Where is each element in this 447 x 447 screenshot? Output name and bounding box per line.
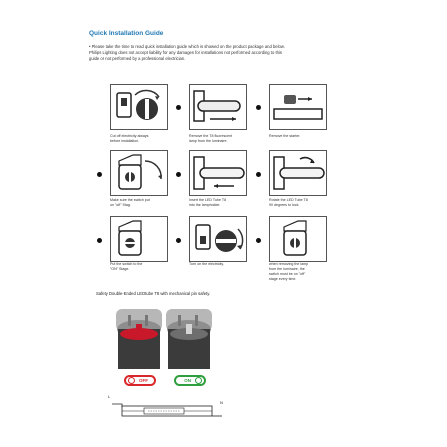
step-separator-dot [97, 172, 102, 177]
step-separator-dot [176, 238, 181, 243]
step-8-caption: Turn on the electricity. [189, 262, 224, 266]
step-9-caption: when removing the lamp from the luminaire, the switch must be on "off" stage every time. [269, 262, 309, 281]
step-3-caption: Remove the starter. [269, 134, 301, 138]
step-separator-dot [256, 238, 261, 243]
intro-line: Philips Lighting does not accept liability for any damages for installations not performed according to this [89, 50, 282, 55]
neutral-label: N [220, 400, 223, 405]
intro-text [89, 44, 385, 62]
fluorescent-tube-icon [198, 101, 240, 111]
step-4-caption: Make sure the switch put on "off" Stag. [110, 198, 150, 207]
on-indicator: ON [174, 375, 206, 386]
step-8-illustration [189, 216, 247, 262]
tube-end-photo-on [166, 309, 212, 371]
toggle-knob-icon [128, 377, 135, 384]
step-7-caption: Put the switch to the "ON" Stage. [110, 262, 143, 271]
led-tube-icon [200, 168, 244, 178]
step-separator-dot [176, 105, 181, 110]
step-7-illustration [110, 216, 168, 262]
step-3-illustration [269, 84, 327, 130]
step-5-illustration [189, 150, 247, 196]
step-4-illustration [110, 150, 168, 196]
intro-line: guide or not performed by a professional electrician. [89, 56, 186, 61]
step-separator-dot [97, 238, 102, 243]
guide-title: Quick Installation Guide [89, 30, 164, 37]
step-6-caption: Rotate the LED Tube T8 90 degrees to lock. [269, 198, 308, 207]
step-1-caption: Cut off electricity always before installation. [110, 134, 149, 143]
live-label: L [108, 394, 111, 399]
step-9-illustration [269, 216, 327, 262]
toggle-knob-icon [195, 377, 202, 384]
step-1-illustration [110, 84, 168, 130]
step-5-caption: Insert the LED Tube T8 into the lampholder. [189, 198, 227, 207]
safety-heading: Safety Double-Ended LEDtube T8 with mechanical pin safety. [96, 291, 211, 296]
step-separator-dot [256, 172, 261, 177]
off-indicator: OFF [124, 375, 156, 386]
step-separator-dot [256, 105, 261, 110]
starter-icon [284, 95, 296, 104]
led-tube-icon [280, 168, 324, 178]
step-6-illustration [269, 150, 327, 196]
step-2-caption: Remove the T8 fluorescent lamp from the luminaire. [189, 134, 233, 143]
tube-end-photo-off [116, 309, 162, 371]
step-2-illustration [189, 84, 247, 130]
intro-line: • Please take the time to read quick installation guide which is showed on the product package and below. [89, 44, 285, 49]
step-separator-dot [176, 172, 181, 177]
wiring-diagram [108, 394, 228, 422]
